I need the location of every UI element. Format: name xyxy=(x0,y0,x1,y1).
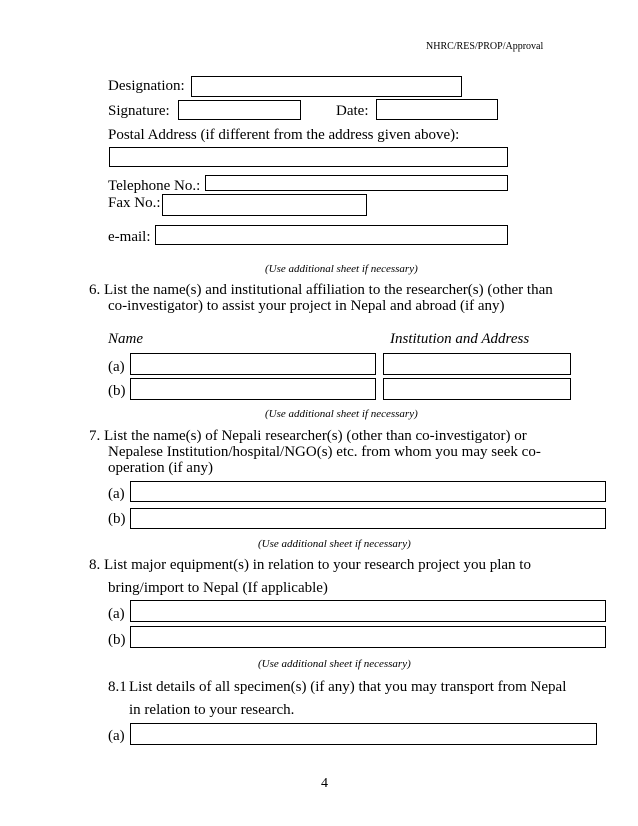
q7-text-line2: Nepalese Institution/hospital/NGO(s) etc. from whom you may seek co- xyxy=(108,444,541,460)
q81-number: 8.1 xyxy=(108,679,127,695)
q81-row-a-label: (a) xyxy=(108,728,125,744)
q6-row-a-label: (a) xyxy=(108,359,125,375)
additional-sheet-note: (Use additional sheet if necessary) xyxy=(258,538,411,550)
q7-text-line1: 7. List the name(s) of Nepali researcher(s) (other than co-investigator) or xyxy=(89,428,527,444)
q6-row-b-name-field[interactable] xyxy=(130,378,376,400)
q8-row-a-label: (a) xyxy=(108,606,125,622)
page-number: 4 xyxy=(321,776,328,791)
q7-row-b-field[interactable] xyxy=(130,508,606,529)
q8-row-b-label: (b) xyxy=(108,632,126,648)
q6-text-line2: co-investigator) to assist your project in Nepal and abroad (if any) xyxy=(108,298,505,314)
email-field[interactable] xyxy=(155,225,508,245)
q6-row-b-label: (b) xyxy=(108,383,126,399)
date-label: Date: xyxy=(336,103,369,119)
email-label: e-mail: xyxy=(108,229,151,245)
q8-row-b-field[interactable] xyxy=(130,626,606,648)
q6-text-line1: 6. List the name(s) and institutional affiliation to the researcher(s) (other than xyxy=(89,282,553,298)
designation-field[interactable] xyxy=(191,76,462,97)
q8-row-a-field[interactable] xyxy=(130,600,606,622)
q8-text-line2: bring/import to Nepal (If applicable) xyxy=(108,580,328,596)
signature-field[interactable] xyxy=(178,100,301,120)
q6-row-a-institution-field[interactable] xyxy=(383,353,571,375)
q81-row-a-field[interactable] xyxy=(130,723,597,745)
telephone-label: Telephone No.: xyxy=(108,178,201,194)
additional-sheet-note: (Use additional sheet if necessary) xyxy=(265,263,418,275)
q6-row-b-institution-field[interactable] xyxy=(383,378,571,400)
additional-sheet-note: (Use additional sheet if necessary) xyxy=(258,658,411,670)
q7-row-a-label: (a) xyxy=(108,486,125,502)
q7-row-b-label: (b) xyxy=(108,511,126,527)
q6-col-name: Name xyxy=(108,331,143,347)
q81-text-line1: List details of all specimen(s) (if any) that you may transport from Nepal xyxy=(129,679,567,695)
fax-label: Fax No.: xyxy=(108,195,161,211)
document-reference: NHRC/RES/PROP/Approval xyxy=(426,41,544,52)
fax-field[interactable] xyxy=(162,194,367,216)
q81-text-line2: in relation to your research. xyxy=(129,702,295,718)
q6-col-institution: Institution and Address xyxy=(390,331,530,347)
signature-label: Signature: xyxy=(108,103,170,119)
q8-text-line1: 8. List major equipment(s) in relation to your research project you plan to xyxy=(89,557,531,573)
postal-address-field[interactable] xyxy=(109,147,508,167)
q7-text-line3: operation (if any) xyxy=(108,460,213,476)
q7-row-a-field[interactable] xyxy=(130,481,606,502)
additional-sheet-note: (Use additional sheet if necessary) xyxy=(265,408,418,420)
q6-row-a-name-field[interactable] xyxy=(130,353,376,375)
telephone-field[interactable] xyxy=(205,175,508,191)
date-field[interactable] xyxy=(376,99,498,120)
designation-label: Designation: xyxy=(108,78,185,94)
postal-address-label: Postal Address (if different from the address given above): xyxy=(108,127,460,143)
